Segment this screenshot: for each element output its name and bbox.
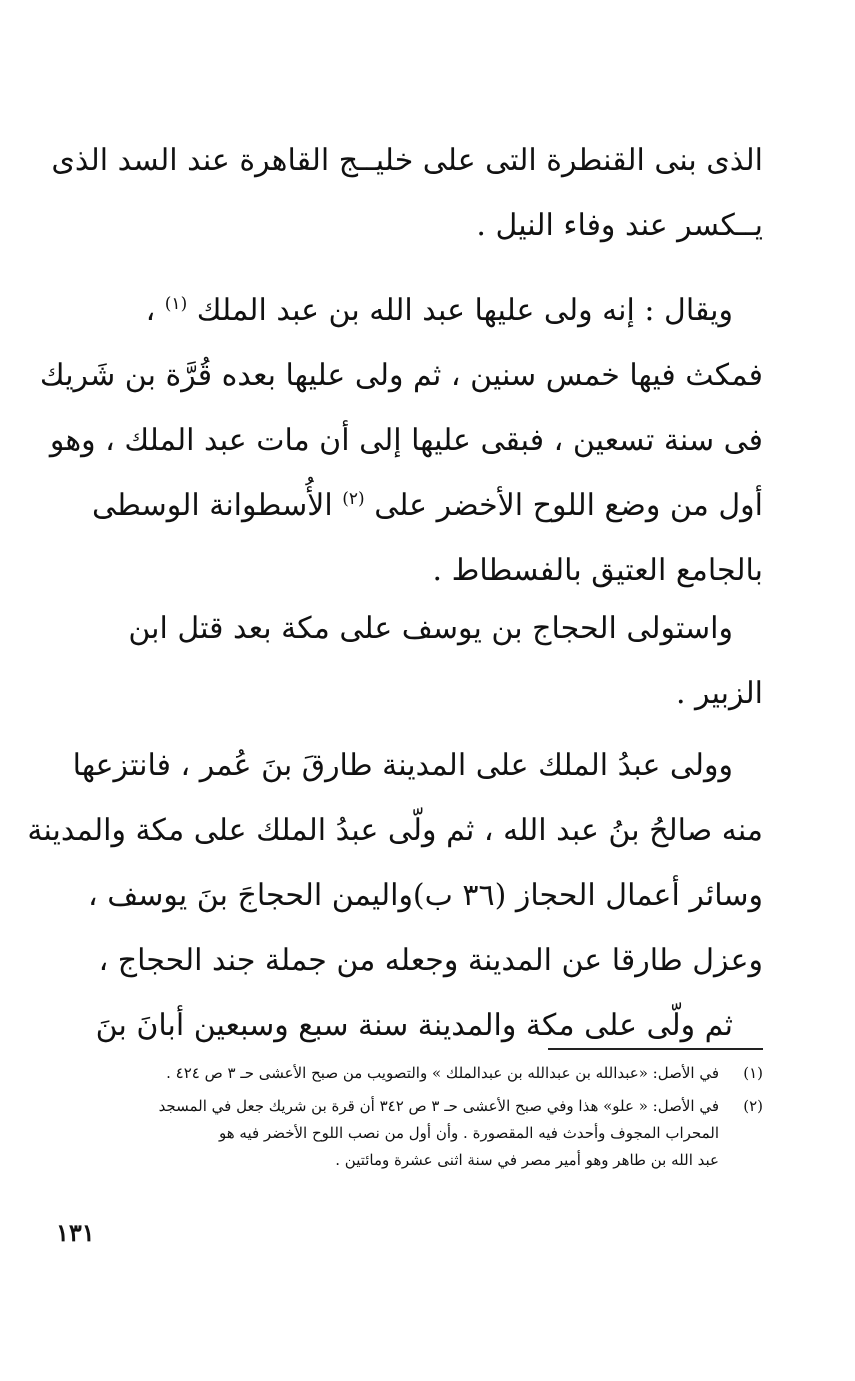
text-segment: ،: [145, 293, 165, 328]
text-line: فمكث فيها خمس سنين ، ثم ولى عليها بعده قُرَّة بن شَريك: [39, 358, 763, 393]
text-line: [95, 278, 763, 343]
text-line: في الأصل: «عبدالله بن عبدالله بن عبدالملك » والتصويب من صبح الأعشى حـ ٣ ص ٤٢٤ .: [166, 1064, 719, 1082]
text-segment: ويقال : إنه ولى عليها عبد الله بن عبد الملك: [196, 293, 733, 328]
footnote-divider: [548, 1048, 763, 1050]
footnote-ref-1[interactable]: (١): [164, 294, 188, 314]
text-line: بالجامع العتيق بالفسطاط .: [432, 553, 763, 588]
text-line: [91, 473, 763, 538]
footnote-2: [95, 1093, 763, 1174]
text-line: في الأصل: « علو» هذا وفي صبح الأعشى حـ ٣ ص ٣٤٢ أن قرة بن شريك جعل في المسجد: [158, 1097, 719, 1115]
paragraph-4: [27, 733, 763, 1058]
text-line: فى سنة تسعين ، فبقى عليها إلى أن مات عبد الملك ، وهو: [49, 423, 763, 458]
footnote-ref-2[interactable]: (٢): [342, 489, 365, 509]
footnote-text: [95, 1060, 719, 1087]
text-line: عبد الله بن طاهر وهو أمير مصر في سنة اثنى عشرة ومائتين .: [335, 1151, 719, 1169]
paragraph-2: [39, 278, 763, 603]
footnotes: [95, 1060, 763, 1180]
text-line: واستولى الحجاج بن يوسف على مكة بعد قتل ابن: [128, 611, 733, 646]
footnote-text: [95, 1093, 719, 1174]
footnote-number: (١): [743, 1064, 763, 1082]
text-line: ثم ولّى على مكة والمدينة سنة سبع وسبعين أبانَ بنَ: [95, 1008, 733, 1043]
text-segment: أول من وضع اللوح الأخضر على: [364, 488, 763, 523]
page-number: ١٣١: [56, 1218, 95, 1247]
paragraph-3: [95, 596, 763, 726]
text-line: وعزل طارقا عن المدينة وجعله من جملة جند الحجاج ،: [98, 943, 763, 978]
footnote-number: (٢): [743, 1097, 763, 1115]
text-segment: الأُسطوانة الوسطى: [91, 488, 343, 523]
footnote-1: [95, 1060, 763, 1087]
text-line: الزبير .: [675, 676, 763, 711]
text-line: وولى عبدُ الملك على المدينة طارقَ بنَ عُمر ، فانتزعها: [72, 748, 733, 783]
text-line: يــكسر عند وفاء النيل .: [476, 208, 763, 243]
text-line: منه صالحُ بنُ عبد الله ، ثم ولّى عبدُ الملك على مكة والمدينة: [27, 813, 763, 848]
text-line: المحراب المجوف وأحدث فيه المقصورة . وأن أول من نصب اللوح الأخضر فيه هو: [219, 1124, 719, 1142]
paragraph-1: [51, 128, 763, 258]
text-line: وسائر أعمال الحجاز (٣٦ ب)واليمن الحجاجَ بنَ يوسف ،: [87, 878, 763, 913]
text-line: الذى بنى القنطرة التى على خليــج القاهرة عند السد الذى: [51, 143, 763, 178]
